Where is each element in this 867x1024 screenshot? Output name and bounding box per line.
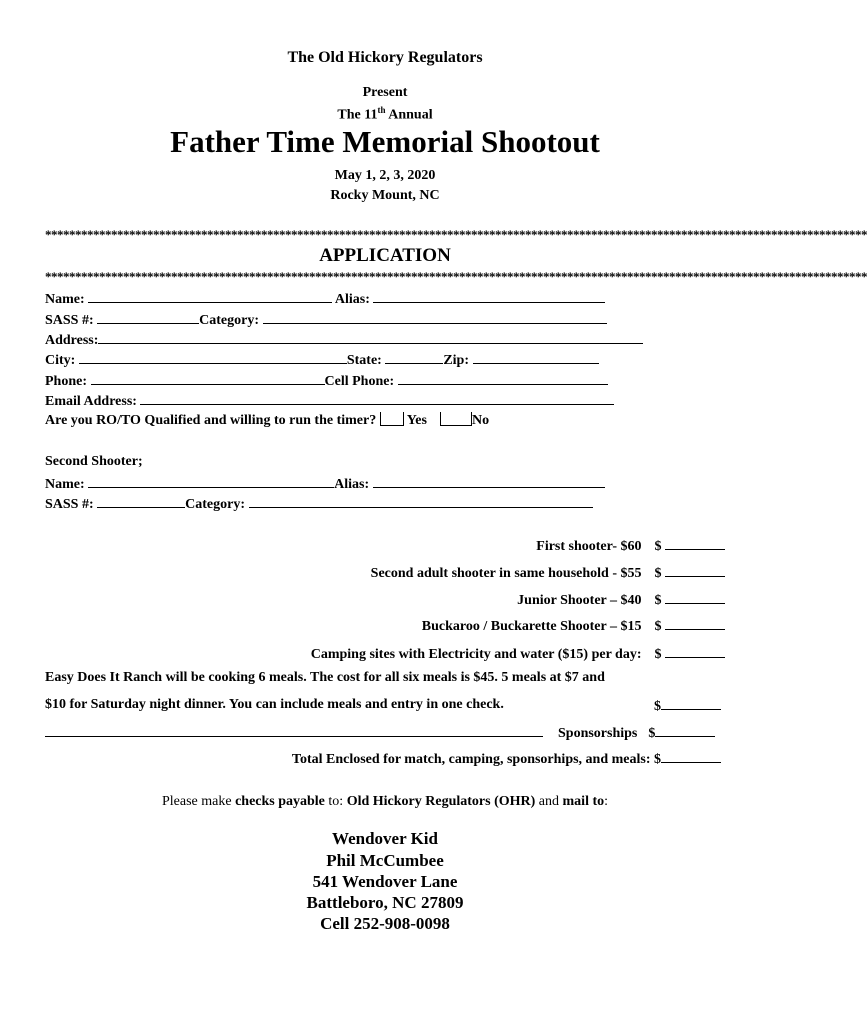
payable-part-1: Please make [161, 794, 236, 809]
present-text: Present [362, 85, 408, 100]
second-alias-field[interactable] [373, 475, 605, 488]
roto-yes-label: Yes [406, 413, 427, 428]
payable-part-5: and [535, 794, 563, 809]
address-row [45, 331, 643, 349]
mail-line-1: Wendover Kid [332, 829, 438, 848]
sponsorship-row [45, 724, 715, 742]
phone-row [45, 372, 608, 390]
sass-row [45, 311, 607, 329]
roto-row [45, 412, 489, 429]
fee-meals-dollar: $ [654, 699, 661, 714]
city-field[interactable] [79, 351, 347, 364]
sponsorship-field[interactable] [655, 724, 715, 737]
org-name: The Old Hickory Regulators [287, 49, 483, 66]
zip-field[interactable] [473, 351, 599, 364]
sponsorship-label: Sponsorships [558, 726, 638, 741]
payable-part-7: : [604, 794, 609, 809]
sass-label: SASS #: [45, 313, 94, 328]
second-name-label: Name: [45, 477, 85, 492]
fee-first-dollar: $ [654, 539, 662, 554]
category-label: Category: [199, 313, 260, 328]
fee-junior-dollar: $ [654, 593, 662, 608]
phone-field[interactable] [91, 372, 325, 385]
roto-no-checkbox[interactable] [440, 412, 472, 426]
fee-camping-dollar: $ [654, 647, 662, 662]
annual-prefix: The 11 [337, 107, 378, 123]
fee-first-field[interactable] [665, 537, 725, 550]
fee-second-field[interactable] [665, 564, 725, 577]
sponsorship-dollar: $ [648, 726, 656, 741]
fee-first-row [536, 537, 725, 555]
second-sass-field[interactable] [97, 495, 185, 508]
event-location: Rocky Mount, NC [330, 188, 440, 203]
phone-label: Phone: [45, 374, 87, 389]
sass-field[interactable] [97, 311, 199, 324]
annual-text [0, 105, 770, 124]
fee-buckaroo-field[interactable] [665, 617, 725, 630]
total-label: Total Enclosed for match, camping, sponsorhips, and meals: [291, 752, 651, 767]
mail-line-3: 541 Wendover Lane [312, 872, 458, 891]
fee-buckaroo-label: Buckaroo / Buckarette Shooter – $15 [421, 619, 642, 634]
total-field[interactable] [661, 750, 721, 763]
address-field[interactable] [98, 331, 643, 344]
total-row [292, 750, 721, 768]
address-label: Address: [45, 333, 99, 348]
city-row [45, 351, 599, 369]
fee-junior-row [517, 591, 725, 609]
second-name-row [45, 475, 605, 493]
mail-line-5: Cell 252-908-0098 [320, 914, 450, 933]
mail-line-4: Battleboro, NC 27809 [306, 893, 464, 912]
fee-meals-row [654, 697, 721, 715]
fee-meals-field[interactable] [661, 697, 721, 710]
name-field[interactable] [88, 290, 332, 303]
sponsorship-name-field[interactable] [45, 724, 543, 737]
event-dates: May 1, 2, 3, 2020 [334, 168, 436, 183]
fee-first-label: First shooter- $60 [536, 539, 642, 554]
city-label: City: [45, 353, 76, 368]
payable-part-4: Old Hickory Regulators (OHR) [346, 794, 536, 809]
annual-suffix: Annual [385, 107, 433, 123]
payable-part-6: mail to [562, 794, 605, 809]
application-heading: APPLICATION [319, 245, 451, 266]
fee-second-row [371, 564, 725, 582]
fee-junior-field[interactable] [665, 591, 725, 604]
mail-line-2: Phil McCumbee [326, 851, 444, 870]
second-name-field[interactable] [88, 475, 334, 488]
second-category-label: Category: [185, 497, 246, 512]
name-row [45, 290, 605, 308]
meals-line-2: $10 for Saturday night dinner. You can include meals and entry in one check. [45, 697, 504, 712]
fee-camping-row [311, 645, 725, 663]
fee-second-dollar: $ [654, 566, 662, 581]
roto-no-label: No [471, 413, 490, 428]
zip-label: Zip: [443, 353, 470, 368]
state-label: State: [346, 353, 382, 368]
second-alias-label: Alias: [334, 477, 370, 492]
page-title: Father Time Memorial Shootout [170, 124, 600, 159]
meals-line-1: Easy Does It Ranch will be cooking 6 meals. The cost for all six meals is $45. 5 meals at $7 and [45, 670, 605, 685]
second-sass-label: SASS #: [45, 497, 94, 512]
fee-buckaroo-dollar: $ [654, 619, 662, 634]
alias-label: Alias: [334, 292, 370, 307]
star-divider-top: ***************************************************************************************************************************************** [45, 227, 867, 242]
payable-part-3: to: [324, 794, 347, 809]
state-field[interactable] [385, 351, 443, 364]
email-row [45, 392, 614, 410]
cell-field[interactable] [398, 372, 608, 385]
roto-yes-checkbox[interactable] [380, 412, 404, 426]
payable-instructions [0, 794, 770, 810]
fee-second-label: Second adult shooter in same household - $55 [370, 566, 642, 581]
payable-part-2: checks payable [235, 794, 325, 809]
total-dollar: $ [654, 752, 661, 767]
second-shooter-heading: Second Shooter; [45, 454, 143, 469]
email-label: Email Address: [45, 394, 137, 409]
fee-buckaroo-row [422, 617, 725, 635]
annual-sup: th [377, 105, 386, 115]
roto-question: Are you RO/TO Qualified and willing to run the timer? [45, 413, 377, 428]
second-sass-row [45, 495, 593, 513]
fee-junior-label: Junior Shooter – $40 [517, 593, 642, 608]
fee-camping-field[interactable] [665, 645, 725, 658]
fee-camping-label: Camping sites with Electricity and water ($15) per day: [310, 647, 642, 662]
category-field[interactable] [263, 311, 607, 324]
alias-field[interactable] [373, 290, 605, 303]
second-category-field[interactable] [249, 495, 593, 508]
cell-label: Cell Phone: [324, 374, 395, 389]
name-label: Name: [45, 292, 85, 307]
star-divider-bottom: ***************************************************************************************************************************************** [45, 269, 867, 284]
email-field[interactable] [140, 392, 614, 405]
